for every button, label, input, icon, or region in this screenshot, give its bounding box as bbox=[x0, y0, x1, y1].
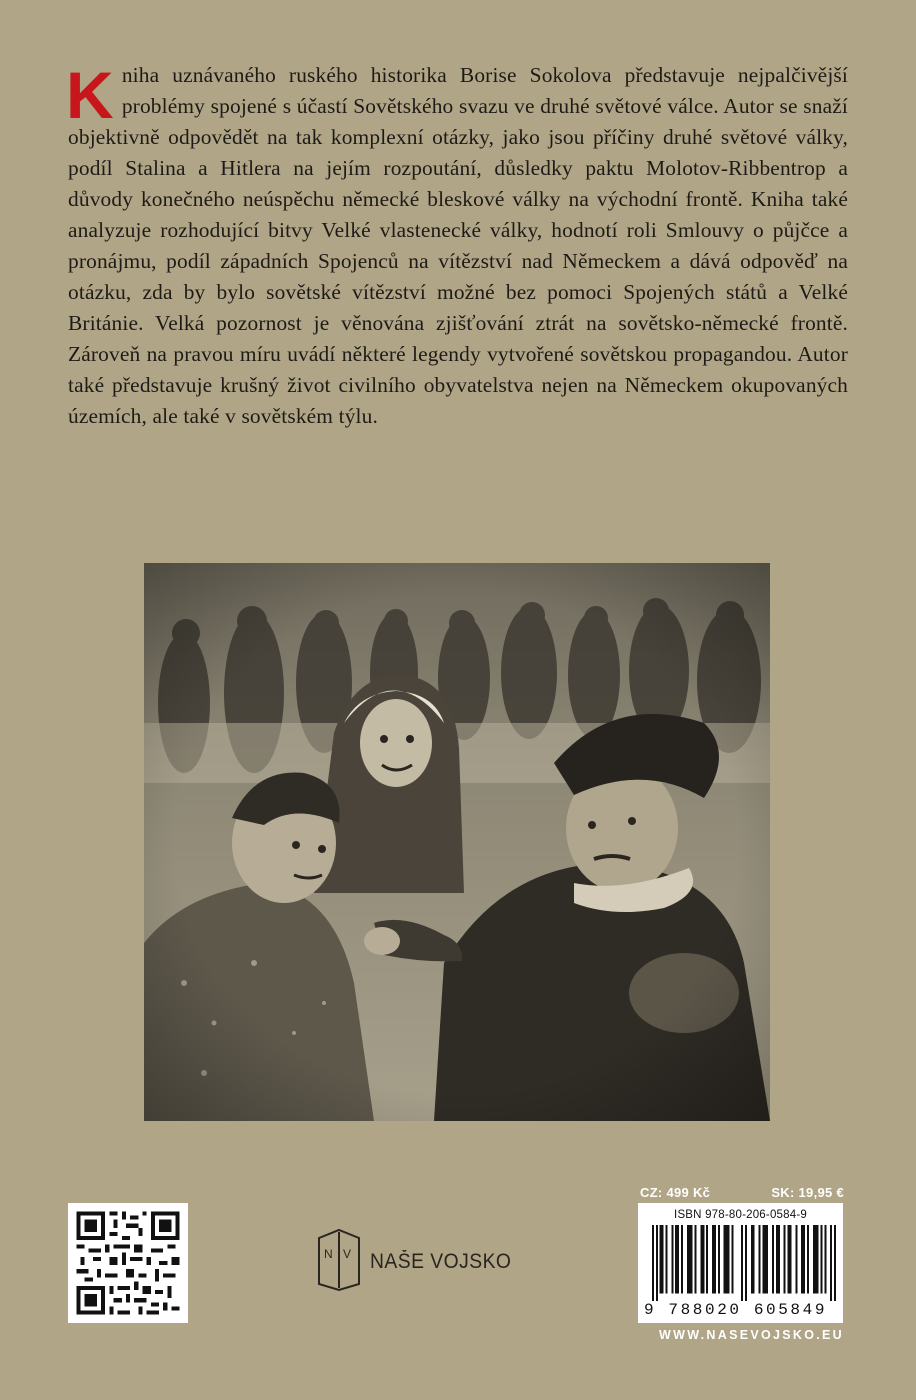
blurb-paragraph bbox=[68, 60, 848, 432]
publisher-logo bbox=[316, 1228, 536, 1292]
back-cover-blurb bbox=[68, 60, 848, 432]
qr-code[interactable] bbox=[68, 1203, 188, 1323]
nv-emblem-icon bbox=[316, 1228, 362, 1292]
blurb-text: niha uznávaného ruského historika Borise Sokolova představuje nejpalčivější problémy spojené s účastí Sovětského svazu ve druhé světové válce. Autor se snaží objektivně odpovědět na tak komplexní otázky, jako jsou příčiny druhé světové války, podíl Stalina a Hitlera na jejím rozpoutání, důsledky paktu Molotov-Ribbentrop a důvody konečného neúspěchu německé bleskové války na východní frontě. Kniha také analyzuje rozhodující bitvy Velké vlastenecké války, hodnotí roli Smlouvy o půjčce a pronájmu, podíl západních Spojenců na vítězství nad Německem a dává odpověď na otázku, zda by bylo sovětské vítězství možné bez pomoci Spojených států a Velké Británie. Velká pozornost je věnována zjišťování ztrát na sovětsko-německé frontě. Zároveň na pravou míru uvádí některé legendy vytvořené sovětskou propagandou. Autor také představuje krušný život civilního obyvatelstva nejen na Německem okupovaných územích, ale také v sovětském týlu. bbox=[68, 63, 848, 428]
price-sk: SK: 19,95 € bbox=[771, 1185, 844, 1200]
svg-text:V: V bbox=[343, 1247, 352, 1261]
price-cz: CZ: 499 Kč bbox=[640, 1185, 711, 1200]
wartime-photo bbox=[144, 563, 770, 1121]
svg-text:N: N bbox=[324, 1247, 333, 1261]
qr-code-icon bbox=[68, 1203, 188, 1323]
isbn-barcode bbox=[638, 1203, 843, 1323]
drop-cap: K bbox=[66, 58, 114, 132]
website-link[interactable]: WWW.NASEVOJSKO.EU bbox=[659, 1328, 844, 1342]
photo-illustration bbox=[144, 563, 770, 1121]
barcode-icon bbox=[652, 1225, 836, 1301]
isbn-label: ISBN 978-80-206-0584-9 bbox=[674, 1209, 807, 1221]
ean-digits: 9 788020 605849 bbox=[644, 1301, 828, 1319]
publisher-name: NAŠE VOJSKO bbox=[370, 1250, 512, 1273]
